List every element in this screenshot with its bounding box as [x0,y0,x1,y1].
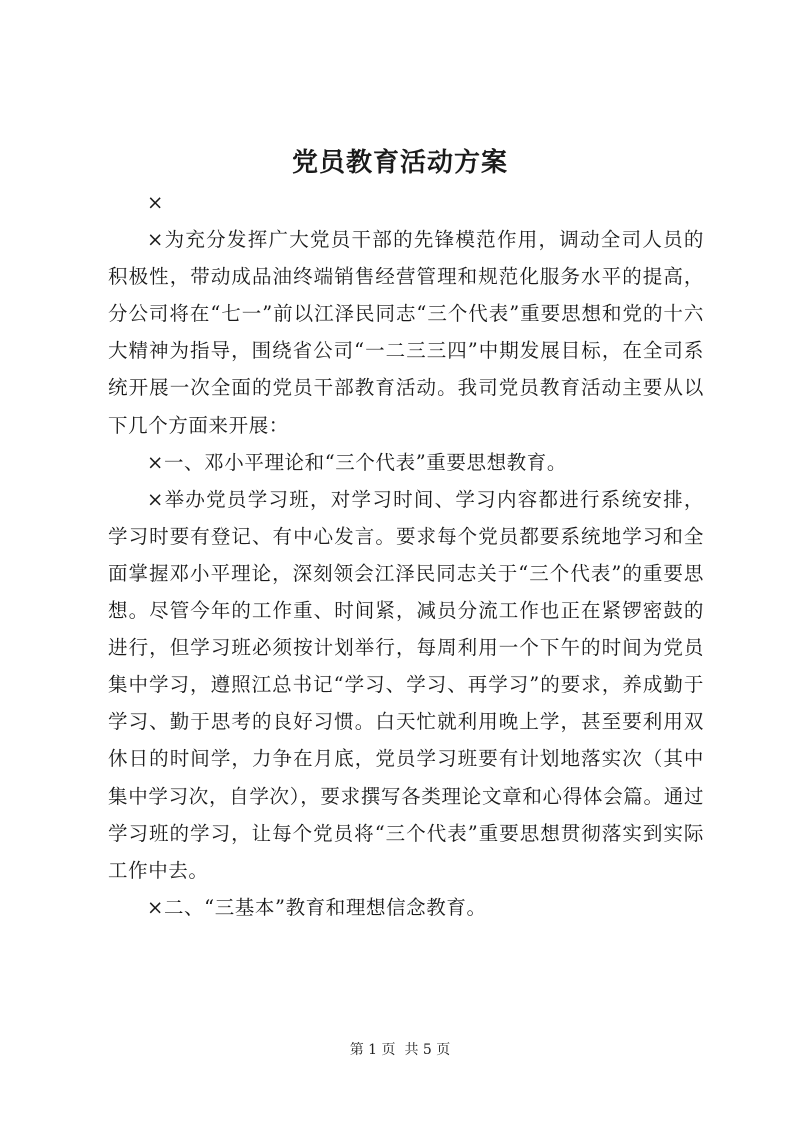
paragraph-intro: ×为充分发挥广大党员干部的先锋模范作用，调动全司人员的积极性，带动成品油终端销售经营管理和规范化服务水平的提高，分公司将在“七一”前以江泽民同志“三个代表”重要思想和党的十六大精神为指导，围绕省公司“一二三三四”中期发展目标，在全司系统开展一次全面的党员干部教育活动。我司党员教育活动主要从以下几个方面来开展： [108,228,704,437]
section-heading-2: ×二、“三基本”教育和理想信念教育。 [147,895,487,919]
page-title: 党员教育活动方案 [291,148,508,178]
paragraph-study-class: ×举办党员学习班，对学习时间、学习内容都进行系统安排，学习时要有登记、有中心发言。要求每个党员都要系统地学习和全面掌握邓小平理论，深刻领会江泽民同志关于“三个代表”的重要思想。尽管今年的工作重、时间紧，减员分流工作也正在紧锣密鼓的进行，但学习班必须按计划举行，每周利用一个下午的时间为党员集中学习，遵照江总书记“学习、学习、再学习”的要求，养成勤于学习、勤于思考的良好习惯。白天忙就利用晚上学，甚至要利用双休日的时间学，力争在月底，党员学习班要有计划地落实次（其中集中学习次，自学次），要求撰写各类理论文章和心得体会篇。通过学习班的学习，让每个党员将“三个代表”重要思想贯彻落实到实际工作中去。 [108,487,704,882]
page-footer [0,1040,800,1060]
paragraph-marker: × [147,191,164,214]
page-number-label: 第 1 页 共 5 页 [349,1042,451,1058]
section-heading-1: ×一、邓小平理论和“三个代表”重要思想教育。 [147,450,567,474]
document-body [108,184,704,926]
